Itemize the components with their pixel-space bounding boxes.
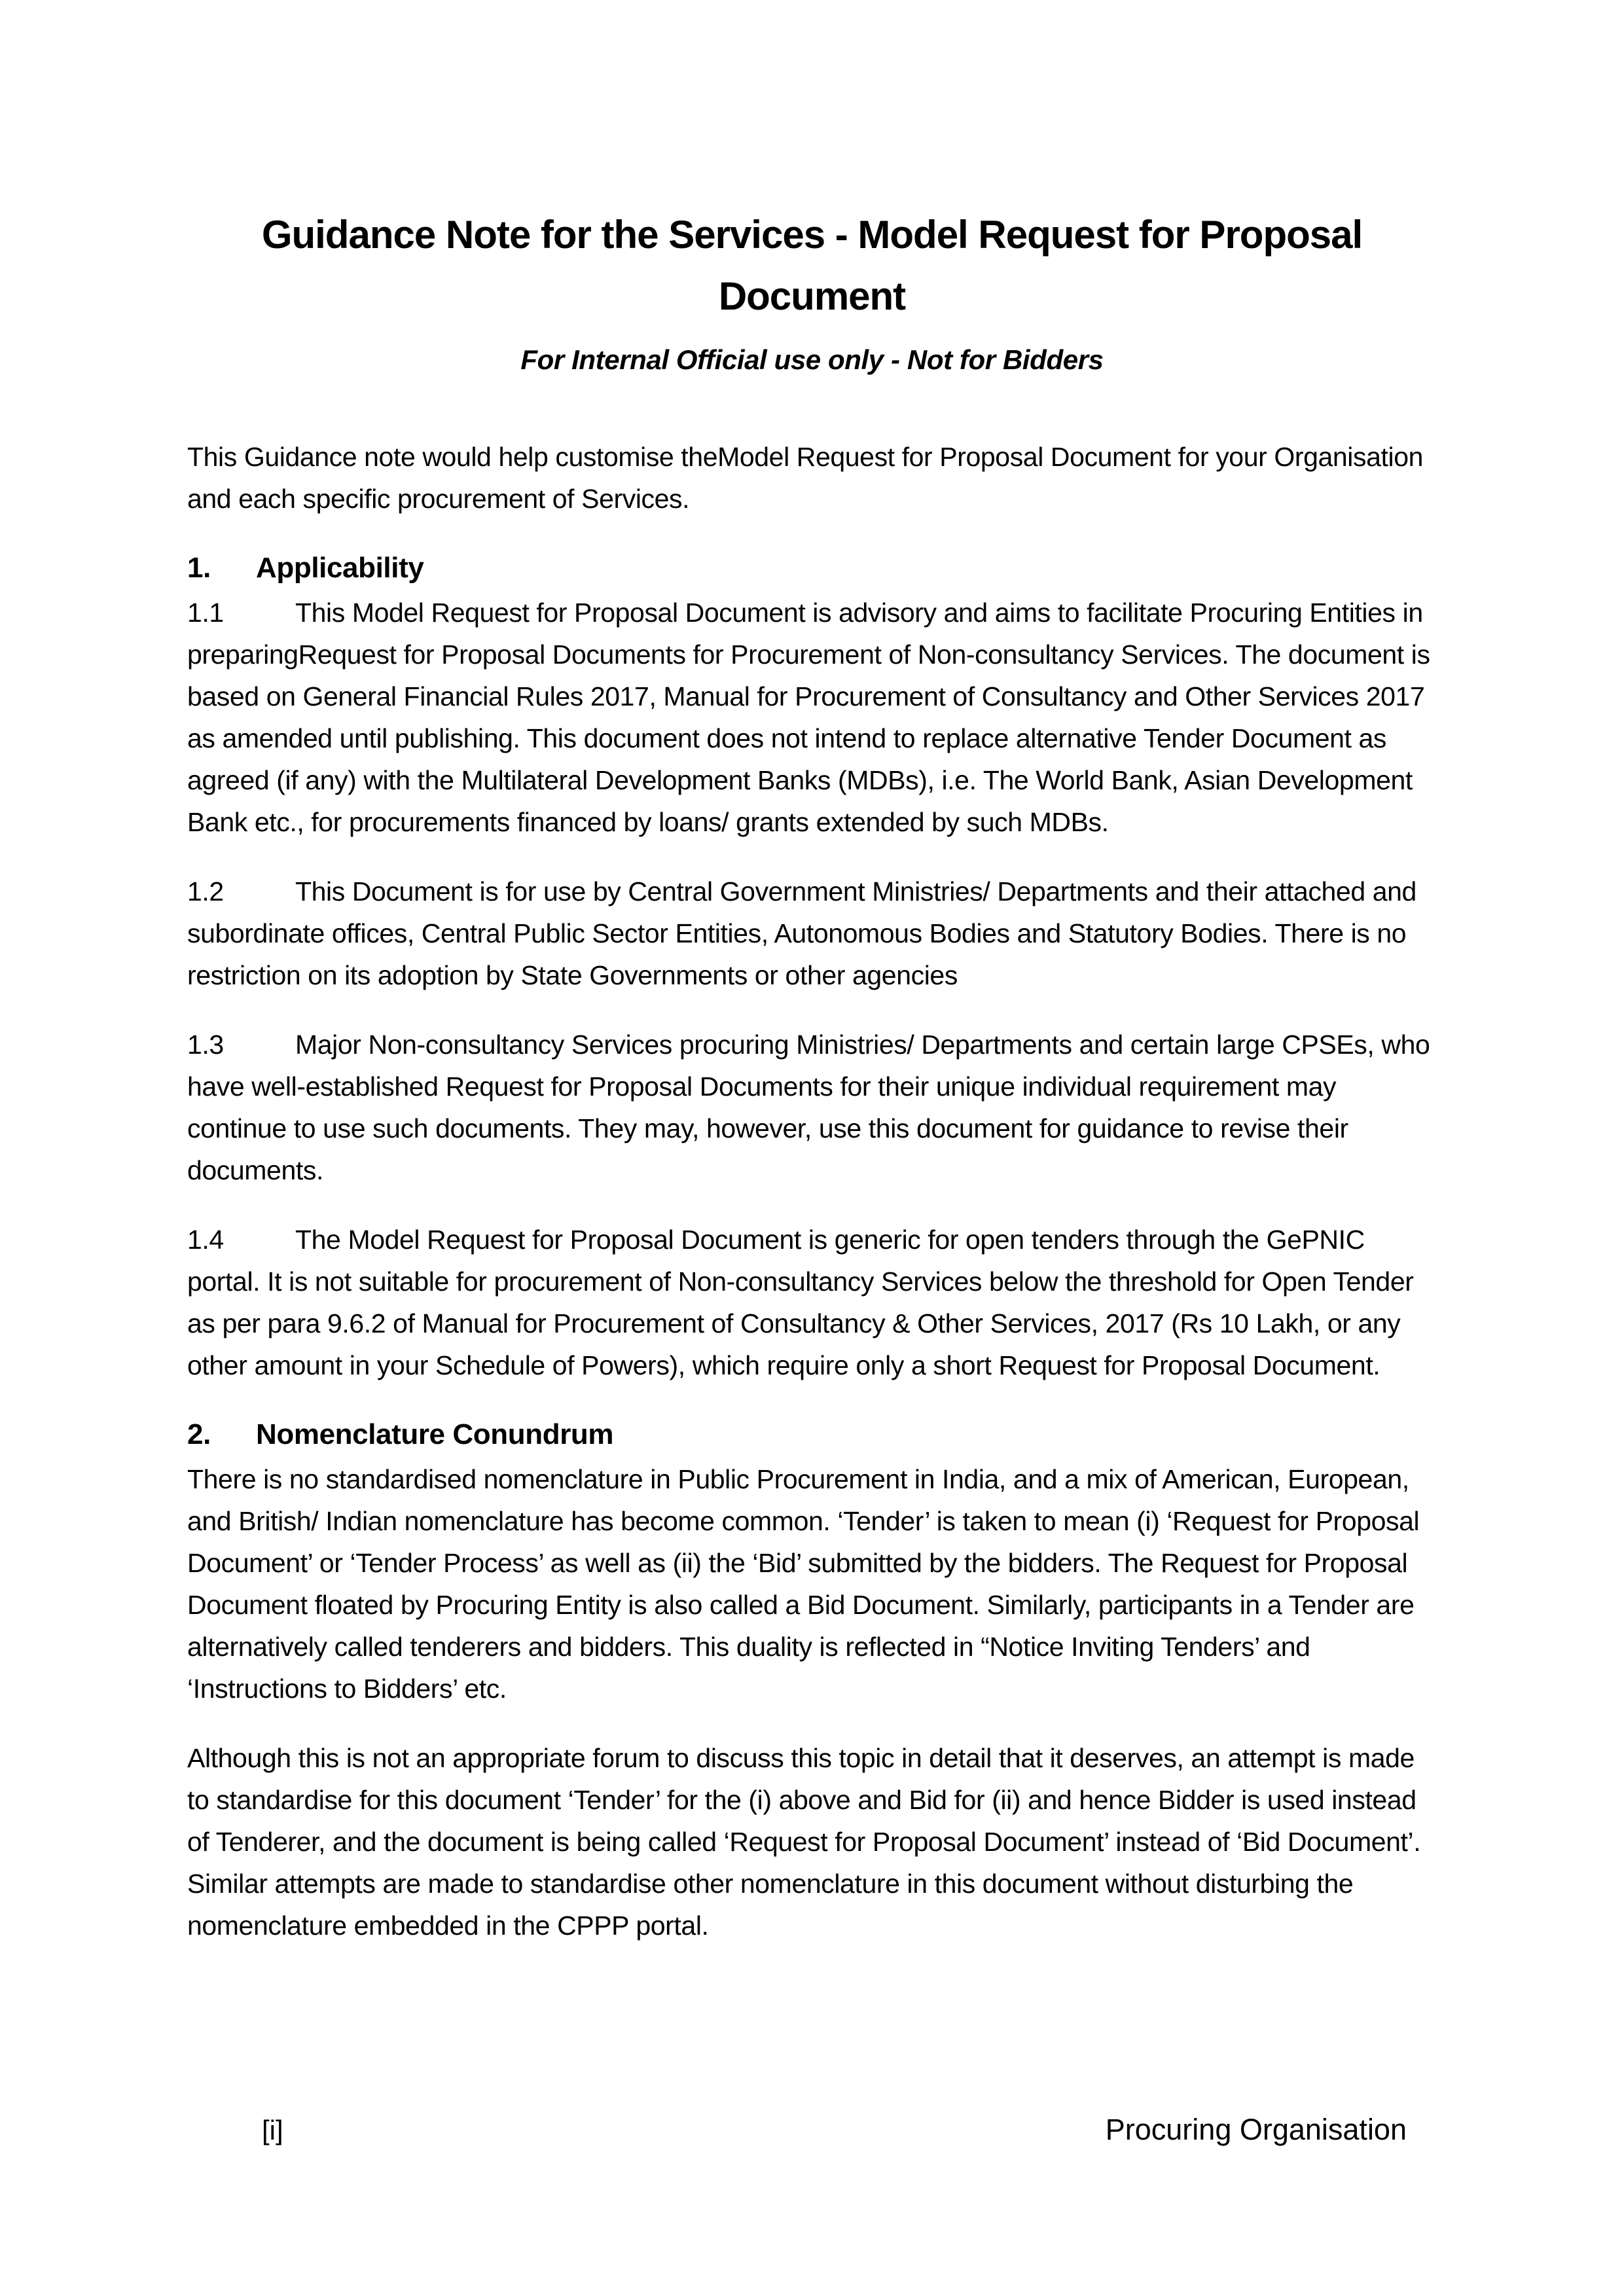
page-subtitle: For Internal Official use only - Not for Bidders — [520, 344, 1104, 375]
section-number: 2. — [187, 1418, 211, 1450]
paragraph-nomenclature-2: Although this is not an appropriate forum to discuss this topic in detail that it deserves, an attempt is made to standardise for this document ‘Tender’ for the (i) above and Bid for (ii) and hence Bidder is used instead of Tenderer, and the document is being called ‘Request for Proposal Document’ instead of ‘Bid Document’. Similar attempts are made to standardise other nomenclature in this document without disturbing the nomenclature embedded in the CPPP portal. — [187, 1743, 1421, 1941]
section-heading-text: Nomenclature Conundrum — [256, 1418, 614, 1450]
intro-paragraph: This Guidance note would help customise theModel Request for Proposal Document for your Organisation and each specific procurement of Services. — [187, 442, 1424, 514]
paragraph-text: The Model Request for Proposal Document is generic for open tenders through the GePNIC portal. It is not suitable for procurement of Non-consultancy Services below the threshold for Open Tender as per para 9.6.2 of Manual for Procurement of Consultancy & Other Services, 2017 (Rs 10 Lakh, or any other amount in your Schedule of Powers), which require only a short Request for Proposal Document. — [187, 1225, 1414, 1380]
paragraph-text: This Model Request for Proposal Document is advisory and aims to facilitate Procuring Entities in preparingRequest for Proposal Documents for Procurement of Non-consultancy Services. The document is based on General Financial Rules 2017, Manual for Procurement of Consultancy and Other Services 2017 as amended until publishing. This document does not intend to replace alternative Tender Document as agreed (if any) with the Multilateral Development Banks (MDBs), i.e. The World Bank, Asian Development Bank etc., for procurements financed by loans/ grants extended by such MDBs. — [187, 598, 1430, 837]
section-number: 1. — [187, 552, 211, 584]
page-title: Guidance Note for the Services - Model Request for Proposal Document — [261, 213, 1363, 318]
section-heading-text: Applicability — [256, 552, 424, 584]
section-heading-nomenclature-conundrum — [187, 1414, 1437, 1456]
page-footer — [187, 2113, 1437, 2147]
paragraph-1-1 — [187, 592, 1437, 843]
paragraph-1-3 — [187, 1024, 1437, 1191]
paragraph-text: This Document is for use by Central Government Ministries/ Departments and their attached and subordinate offices, Central Public Sector Entities, Autonomous Bodies and Statutory Bodies. There is no restriction on its adoption by State Governments or other agencies — [187, 876, 1416, 990]
footer-organisation-label: Procuring Organisation — [1105, 2113, 1407, 2146]
paragraph-nomenclature-1: There is no standardised nomenclature in Public Procurement in India, and a mix of American, European, and British/ Indian nomenclature has become common. ‘Tender’ is taken to mean (i) ‘Request for Proposal Document’ or ‘Tender Process’ as well as (ii) the ‘Bid’ submitted by the bidders. The Request for Proposal Document floated by Procuring Entity is also called a Bid Document. Similarly, participants in a Tender are alternatively called tenderers and bidders. This duality is reflected in “Notice Inviting Tenders’ and ‘Instructions to Bidders’ etc. — [187, 1464, 1420, 1704]
paragraph-text: Major Non-consultancy Services procuring Ministries/ Departments and certain large CPSEs, who have well-established Request for Proposal Documents for their unique individual requirement may continue to use such documents. They may, however, use this document for guidance to revise their documents. — [187, 1030, 1430, 1185]
paragraph-number: 1.1 — [187, 598, 224, 628]
paragraph-number: 1.3 — [187, 1030, 224, 1060]
paragraph-number: 1.4 — [187, 1225, 224, 1255]
section-heading-applicability — [187, 547, 1437, 589]
paragraph-1-2 — [187, 870, 1437, 996]
paragraph-number: 1.2 — [187, 876, 224, 906]
paragraph-1-4 — [187, 1219, 1437, 1386]
footer-page-marker: [i] — [262, 2115, 283, 2145]
